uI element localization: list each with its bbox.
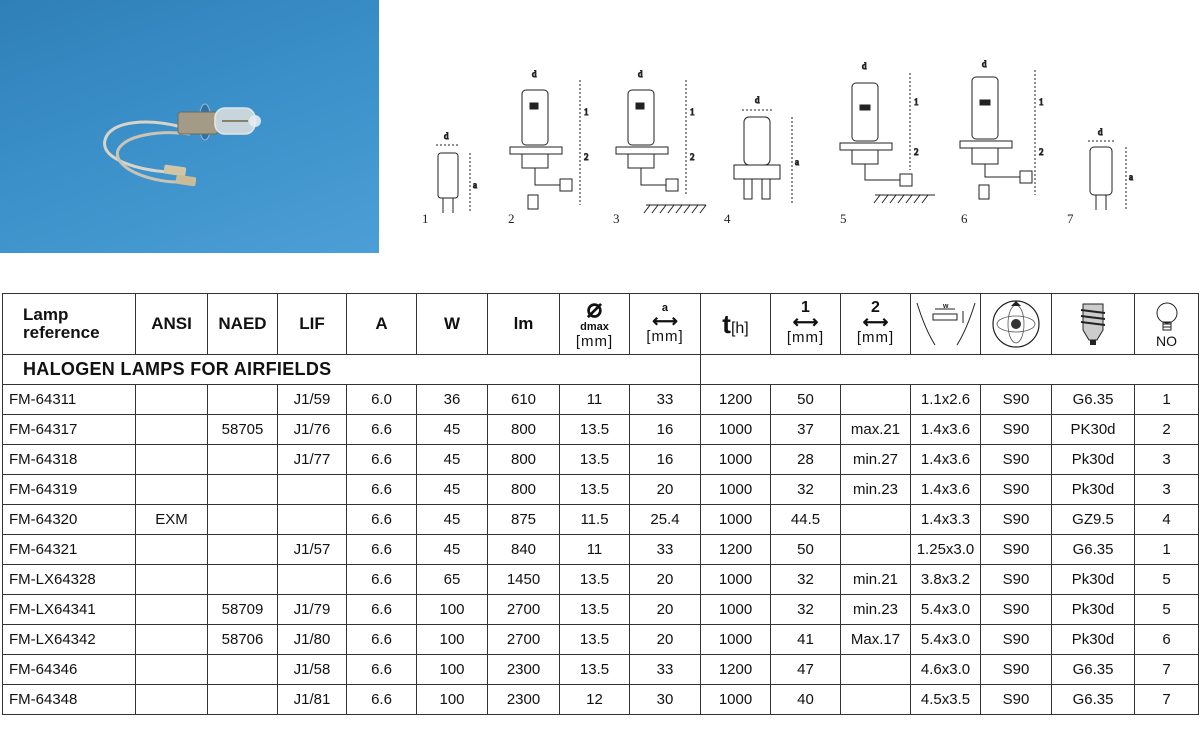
- cell-current: 6.6: [347, 475, 417, 505]
- drawing-label: 5: [840, 211, 847, 226]
- drawing-label: 1: [422, 211, 429, 226]
- cell-base: GZ9.5: [1052, 505, 1135, 535]
- double-arrow-icon: ⟷: [652, 310, 678, 331]
- cell-life: 1000: [701, 475, 771, 505]
- cell-base: Pk30d: [1052, 475, 1135, 505]
- header-t-unit: [h]: [730, 319, 749, 337]
- drawing-7: [1088, 127, 1133, 210]
- drawing-label: 4: [724, 211, 731, 226]
- table-row: [3, 505, 1199, 535]
- cell-ansi: [136, 625, 208, 655]
- cell-lamp-reference: FM-LX64328: [3, 565, 136, 595]
- product-photo: [0, 0, 379, 253]
- dim-d-label: d: [982, 59, 987, 69]
- header-dmax-unit: [mm]: [575, 333, 614, 350]
- table-row: [3, 535, 1199, 565]
- cell-dim2: min.23: [841, 475, 911, 505]
- cell-lif: J1/79: [278, 595, 347, 625]
- drawing-label: 7: [1067, 211, 1074, 226]
- cell-life: 1000: [701, 685, 771, 715]
- cell-a-dim: 20: [630, 625, 701, 655]
- cell-dim1: 28: [771, 445, 841, 475]
- cell-filament: 1.25x3.0: [911, 535, 981, 565]
- cell-dmax: 13.5: [560, 625, 630, 655]
- header-lamp-line1: Lamp: [23, 305, 69, 324]
- cell-watts: 45: [417, 445, 488, 475]
- cell-lif: J1/59: [278, 385, 347, 415]
- cell-drawing-no: 1: [1135, 385, 1199, 415]
- cell-filament: 4.6x3.0: [911, 655, 981, 685]
- cell-dmax: 13.5: [560, 415, 630, 445]
- header-a-dim-unit: [mm]: [646, 327, 684, 345]
- cell-ansi: [136, 385, 208, 415]
- cell-filament: 1.4x3.6: [911, 475, 981, 505]
- cell-ansi: EXM: [136, 505, 208, 535]
- cell-filament: 1.1x2.6: [911, 385, 981, 415]
- dim-2-label: 2: [914, 147, 919, 157]
- header-naed: NAED: [208, 294, 278, 355]
- cell-dim1: 32: [771, 595, 841, 625]
- cell-life: 1200: [701, 535, 771, 565]
- cell-lif: [278, 505, 347, 535]
- cell-filament: 3.8x3.2: [911, 565, 981, 595]
- cell-filament: 1.4x3.6: [911, 445, 981, 475]
- header-dmax: [560, 294, 630, 355]
- header-drawing-no: [1135, 294, 1199, 355]
- section-row: [3, 355, 1199, 385]
- cell-position: S90: [981, 415, 1052, 445]
- cell-lamp-reference: FM-64346: [3, 655, 136, 685]
- cell-base: PK30d: [1052, 415, 1135, 445]
- cell-watts: 100: [417, 595, 488, 625]
- dim-d-label: d: [862, 61, 867, 71]
- dim-1-label: 1: [914, 97, 919, 107]
- table-row: [3, 595, 1199, 625]
- table-row: [3, 445, 1199, 475]
- cell-drawing-no: 1: [1135, 535, 1199, 565]
- header-dim1: [771, 294, 841, 355]
- dim-2-label: 2: [584, 152, 589, 162]
- table-row: [3, 565, 1199, 595]
- header-filament-size: [911, 294, 981, 355]
- cell-position: S90: [981, 565, 1052, 595]
- cell-lamp-reference: FM-64319: [3, 475, 136, 505]
- dim-2-label: 2: [690, 152, 695, 162]
- cell-dim1: 32: [771, 475, 841, 505]
- cell-lumens: 800: [488, 415, 560, 445]
- cell-naed: [208, 685, 278, 715]
- cell-life: 1000: [701, 415, 771, 445]
- header-life: [701, 294, 771, 355]
- header-t-label: t: [722, 308, 731, 339]
- cell-lamp-reference: FM-64348: [3, 685, 136, 715]
- cell-lumens: 1450: [488, 565, 560, 595]
- cell-position: S90: [981, 475, 1052, 505]
- header-burning-position: [981, 294, 1052, 355]
- filament-size-icon: [915, 299, 977, 349]
- cell-life: 1000: [701, 565, 771, 595]
- cell-lif: J1/80: [278, 625, 347, 655]
- cell-current: 6.6: [347, 505, 417, 535]
- cell-drawing-no: 6: [1135, 625, 1199, 655]
- cell-current: 6.6: [347, 565, 417, 595]
- cell-dim1: 32: [771, 565, 841, 595]
- cell-ansi: [136, 445, 208, 475]
- cell-position: S90: [981, 445, 1052, 475]
- cell-current: 6.6: [347, 655, 417, 685]
- header-lamp-base: [1052, 294, 1135, 355]
- cell-position: S90: [981, 535, 1052, 565]
- table-row: [3, 655, 1199, 685]
- cell-dmax: 13.5: [560, 655, 630, 685]
- cell-naed: [208, 475, 278, 505]
- cell-base: G6.35: [1052, 655, 1135, 685]
- header-lamp-line2: reference: [23, 323, 100, 342]
- cell-naed: 58706: [208, 625, 278, 655]
- cell-dim1: 44.5: [771, 505, 841, 535]
- cell-dim1: 37: [771, 415, 841, 445]
- cell-drawing-no: 4: [1135, 505, 1199, 535]
- header-lamp-reference: [3, 294, 136, 355]
- cell-drawing-no: 5: [1135, 595, 1199, 625]
- cell-watts: 100: [417, 655, 488, 685]
- header-ansi: ANSI: [136, 294, 208, 355]
- drawing-1: [436, 131, 477, 213]
- section-filler: [701, 355, 1199, 385]
- cell-lumens: 840: [488, 535, 560, 565]
- cell-position: S90: [981, 685, 1052, 715]
- cell-position: S90: [981, 385, 1052, 415]
- cell-naed: 58705: [208, 415, 278, 445]
- cell-naed: [208, 535, 278, 565]
- cell-lamp-reference: FM-64320: [3, 505, 136, 535]
- cell-drawing-no: 3: [1135, 445, 1199, 475]
- cell-dim1: 50: [771, 535, 841, 565]
- cell-drawing-no: 7: [1135, 655, 1199, 685]
- cell-base: G6.35: [1052, 535, 1135, 565]
- header-lif: LIF: [278, 294, 347, 355]
- cell-lif: J1/76: [278, 415, 347, 445]
- cell-a-dim: 33: [630, 655, 701, 685]
- cell-lif: J1/58: [278, 655, 347, 685]
- cell-dmax: 13.5: [560, 565, 630, 595]
- cell-filament: 5.4x3.0: [911, 595, 981, 625]
- cell-a-dim: 20: [630, 595, 701, 625]
- cell-lumens: 800: [488, 445, 560, 475]
- cell-drawing-no: 7: [1135, 685, 1199, 715]
- cell-base: Pk30d: [1052, 445, 1135, 475]
- cell-drawing-no: 3: [1135, 475, 1199, 505]
- header-no-label: NO: [1156, 332, 1177, 349]
- lamp-drawings: [410, 55, 1190, 235]
- cell-dim2: [841, 505, 911, 535]
- cell-dim2: [841, 535, 911, 565]
- cell-life: 1000: [701, 445, 771, 475]
- burning-position-icon: [990, 298, 1042, 350]
- cell-watts: 45: [417, 475, 488, 505]
- cell-dim2: [841, 655, 911, 685]
- dim-d-label: d: [1098, 127, 1103, 137]
- dim-1-label: 1: [584, 107, 589, 117]
- cell-lif: J1/57: [278, 535, 347, 565]
- cell-lif: J1/77: [278, 445, 347, 475]
- cell-filament: 1.4x3.3: [911, 505, 981, 535]
- cell-dmax: 11.5: [560, 505, 630, 535]
- cell-base: Pk30d: [1052, 565, 1135, 595]
- dim-a-label: a: [1129, 172, 1133, 182]
- table-header-row: [3, 294, 1199, 355]
- cell-current: 6.6: [347, 415, 417, 445]
- cell-naed: 58709: [208, 595, 278, 625]
- cell-lamp-reference: FM-64321: [3, 535, 136, 565]
- cell-naed: [208, 565, 278, 595]
- cell-dim2: min.23: [841, 595, 911, 625]
- table-row: [3, 625, 1199, 655]
- header-dim1-unit: [mm]: [786, 329, 825, 346]
- table-row: [3, 415, 1199, 445]
- cell-naed: [208, 655, 278, 685]
- cell-dmax: 12: [560, 685, 630, 715]
- cell-ansi: [136, 595, 208, 625]
- cell-dim2: min.21: [841, 565, 911, 595]
- cell-current: 6.6: [347, 535, 417, 565]
- cell-dmax: 11: [560, 385, 630, 415]
- drawing-label: 3: [613, 211, 620, 226]
- cell-lumens: 800: [488, 475, 560, 505]
- cell-dmax: 13.5: [560, 445, 630, 475]
- cell-life: 1000: [701, 625, 771, 655]
- diameter-icon: ⌀: [586, 293, 603, 323]
- header-dim2-unit: [mm]: [856, 329, 895, 346]
- cell-a-dim: 20: [630, 565, 701, 595]
- cell-lumens: 875: [488, 505, 560, 535]
- cell-dim1: 50: [771, 385, 841, 415]
- cell-dim2: max.21: [841, 415, 911, 445]
- header-a-dim-label: a: [661, 301, 669, 314]
- cell-position: S90: [981, 625, 1052, 655]
- header-dim1-label: 1: [801, 299, 810, 316]
- cell-a-dim: 33: [630, 385, 701, 415]
- cell-current: 6.6: [347, 625, 417, 655]
- svg-text:w: w: [942, 303, 948, 310]
- dim-1-label: 1: [690, 107, 695, 117]
- cell-dim1: 40: [771, 685, 841, 715]
- cell-base: Pk30d: [1052, 625, 1135, 655]
- double-arrow-icon: ⟷: [862, 312, 889, 332]
- cell-watts: 65: [417, 565, 488, 595]
- drawing-6: [960, 59, 1044, 199]
- cell-filament: 5.4x3.0: [911, 625, 981, 655]
- header-a-dim: [630, 294, 701, 355]
- cell-position: S90: [981, 655, 1052, 685]
- drawing-label: 6: [961, 211, 968, 226]
- cell-dmax: 13.5: [560, 595, 630, 625]
- header-dim2-label: 2: [871, 299, 880, 316]
- cell-lumens: 2700: [488, 625, 560, 655]
- cell-dmax: 13.5: [560, 475, 630, 505]
- cell-life: 1200: [701, 385, 771, 415]
- cell-lumens: 2300: [488, 685, 560, 715]
- cell-ansi: [136, 535, 208, 565]
- cell-current: 6.6: [347, 595, 417, 625]
- cell-dim1: 47: [771, 655, 841, 685]
- cell-dmax: 11: [560, 535, 630, 565]
- dim-1-label: 1: [1039, 97, 1044, 107]
- drawing-4: [734, 95, 799, 205]
- cell-dim1: 41: [771, 625, 841, 655]
- cell-current: 6.0: [347, 385, 417, 415]
- header-w: W: [417, 294, 488, 355]
- cell-dim2: min.27: [841, 445, 911, 475]
- drawing-label: 2: [508, 211, 515, 226]
- lamp-base-icon: [1071, 300, 1115, 348]
- cell-current: 6.6: [347, 445, 417, 475]
- cell-current: 6.6: [347, 685, 417, 715]
- cell-a-dim: 33: [630, 535, 701, 565]
- cell-lumens: 2300: [488, 655, 560, 685]
- dim-d-label: d: [755, 95, 760, 105]
- header-a: A: [347, 294, 417, 355]
- cell-life: 1200: [701, 655, 771, 685]
- cell-watts: 45: [417, 505, 488, 535]
- cell-lamp-reference: FM-64311: [3, 385, 136, 415]
- cell-base: G6.35: [1052, 385, 1135, 415]
- dim-2-label: 2: [1039, 147, 1044, 157]
- cell-life: 1000: [701, 505, 771, 535]
- cell-a-dim: 25.4: [630, 505, 701, 535]
- cell-filament: 4.5x3.5: [911, 685, 981, 715]
- cell-a-dim: 30: [630, 685, 701, 715]
- cell-a-dim: 20: [630, 475, 701, 505]
- cell-lumens: 2700: [488, 595, 560, 625]
- cell-dim2: [841, 685, 911, 715]
- table-row: [3, 475, 1199, 505]
- cell-position: S90: [981, 595, 1052, 625]
- cell-naed: [208, 505, 278, 535]
- drawing-2: [510, 69, 589, 209]
- cell-base: Pk30d: [1052, 595, 1135, 625]
- dim-d-label: d: [532, 69, 537, 79]
- cell-lif: J1/81: [278, 685, 347, 715]
- cell-watts: 45: [417, 415, 488, 445]
- table-row: [3, 385, 1199, 415]
- cell-ansi: [136, 415, 208, 445]
- cell-lamp-reference: FM-64317: [3, 415, 136, 445]
- cell-watts: 100: [417, 625, 488, 655]
- dim-a-label: a: [795, 157, 799, 167]
- cell-lif: [278, 565, 347, 595]
- cell-lif: [278, 475, 347, 505]
- bulb-icon: [1154, 301, 1180, 335]
- header-dim2: [841, 294, 911, 355]
- dim-d-label: d: [444, 131, 449, 141]
- drawing-3: [616, 69, 706, 213]
- cell-filament: 1.4x3.6: [911, 415, 981, 445]
- cell-life: 1000: [701, 595, 771, 625]
- cell-naed: [208, 445, 278, 475]
- table-row: [3, 685, 1199, 715]
- double-arrow-icon: ⟷: [792, 312, 819, 332]
- dim-d-label: d: [638, 69, 643, 79]
- cell-ansi: [136, 685, 208, 715]
- table-body: [3, 385, 1199, 715]
- cell-watts: 45: [417, 535, 488, 565]
- drawing-5: [840, 61, 935, 203]
- cell-watts: 100: [417, 685, 488, 715]
- lamp-spec-table: [2, 293, 1199, 715]
- cell-dim2: Max.17: [841, 625, 911, 655]
- cell-watts: 36: [417, 385, 488, 415]
- cell-ansi: [136, 655, 208, 685]
- cell-lamp-reference: FM-LX64341: [3, 595, 136, 625]
- cell-drawing-no: 2: [1135, 415, 1199, 445]
- cell-ansi: [136, 565, 208, 595]
- cell-drawing-no: 5: [1135, 565, 1199, 595]
- header-lm: lm: [488, 294, 560, 355]
- cell-lumens: 610: [488, 385, 560, 415]
- lamp-outline-drawings: [410, 55, 1190, 235]
- cell-a-dim: 16: [630, 445, 701, 475]
- cell-ansi: [136, 475, 208, 505]
- cell-a-dim: 16: [630, 415, 701, 445]
- cell-dim2: [841, 385, 911, 415]
- header-dmax-label: dmax: [580, 321, 609, 333]
- section-title: HALOGEN LAMPS FOR AIRFIELDS: [3, 355, 701, 385]
- cell-lamp-reference: FM-64318: [3, 445, 136, 475]
- cell-naed: [208, 385, 278, 415]
- cell-position: S90: [981, 505, 1052, 535]
- dim-a-label: a: [473, 180, 477, 190]
- cell-base: G6.35: [1052, 685, 1135, 715]
- cell-lamp-reference: FM-LX64342: [3, 625, 136, 655]
